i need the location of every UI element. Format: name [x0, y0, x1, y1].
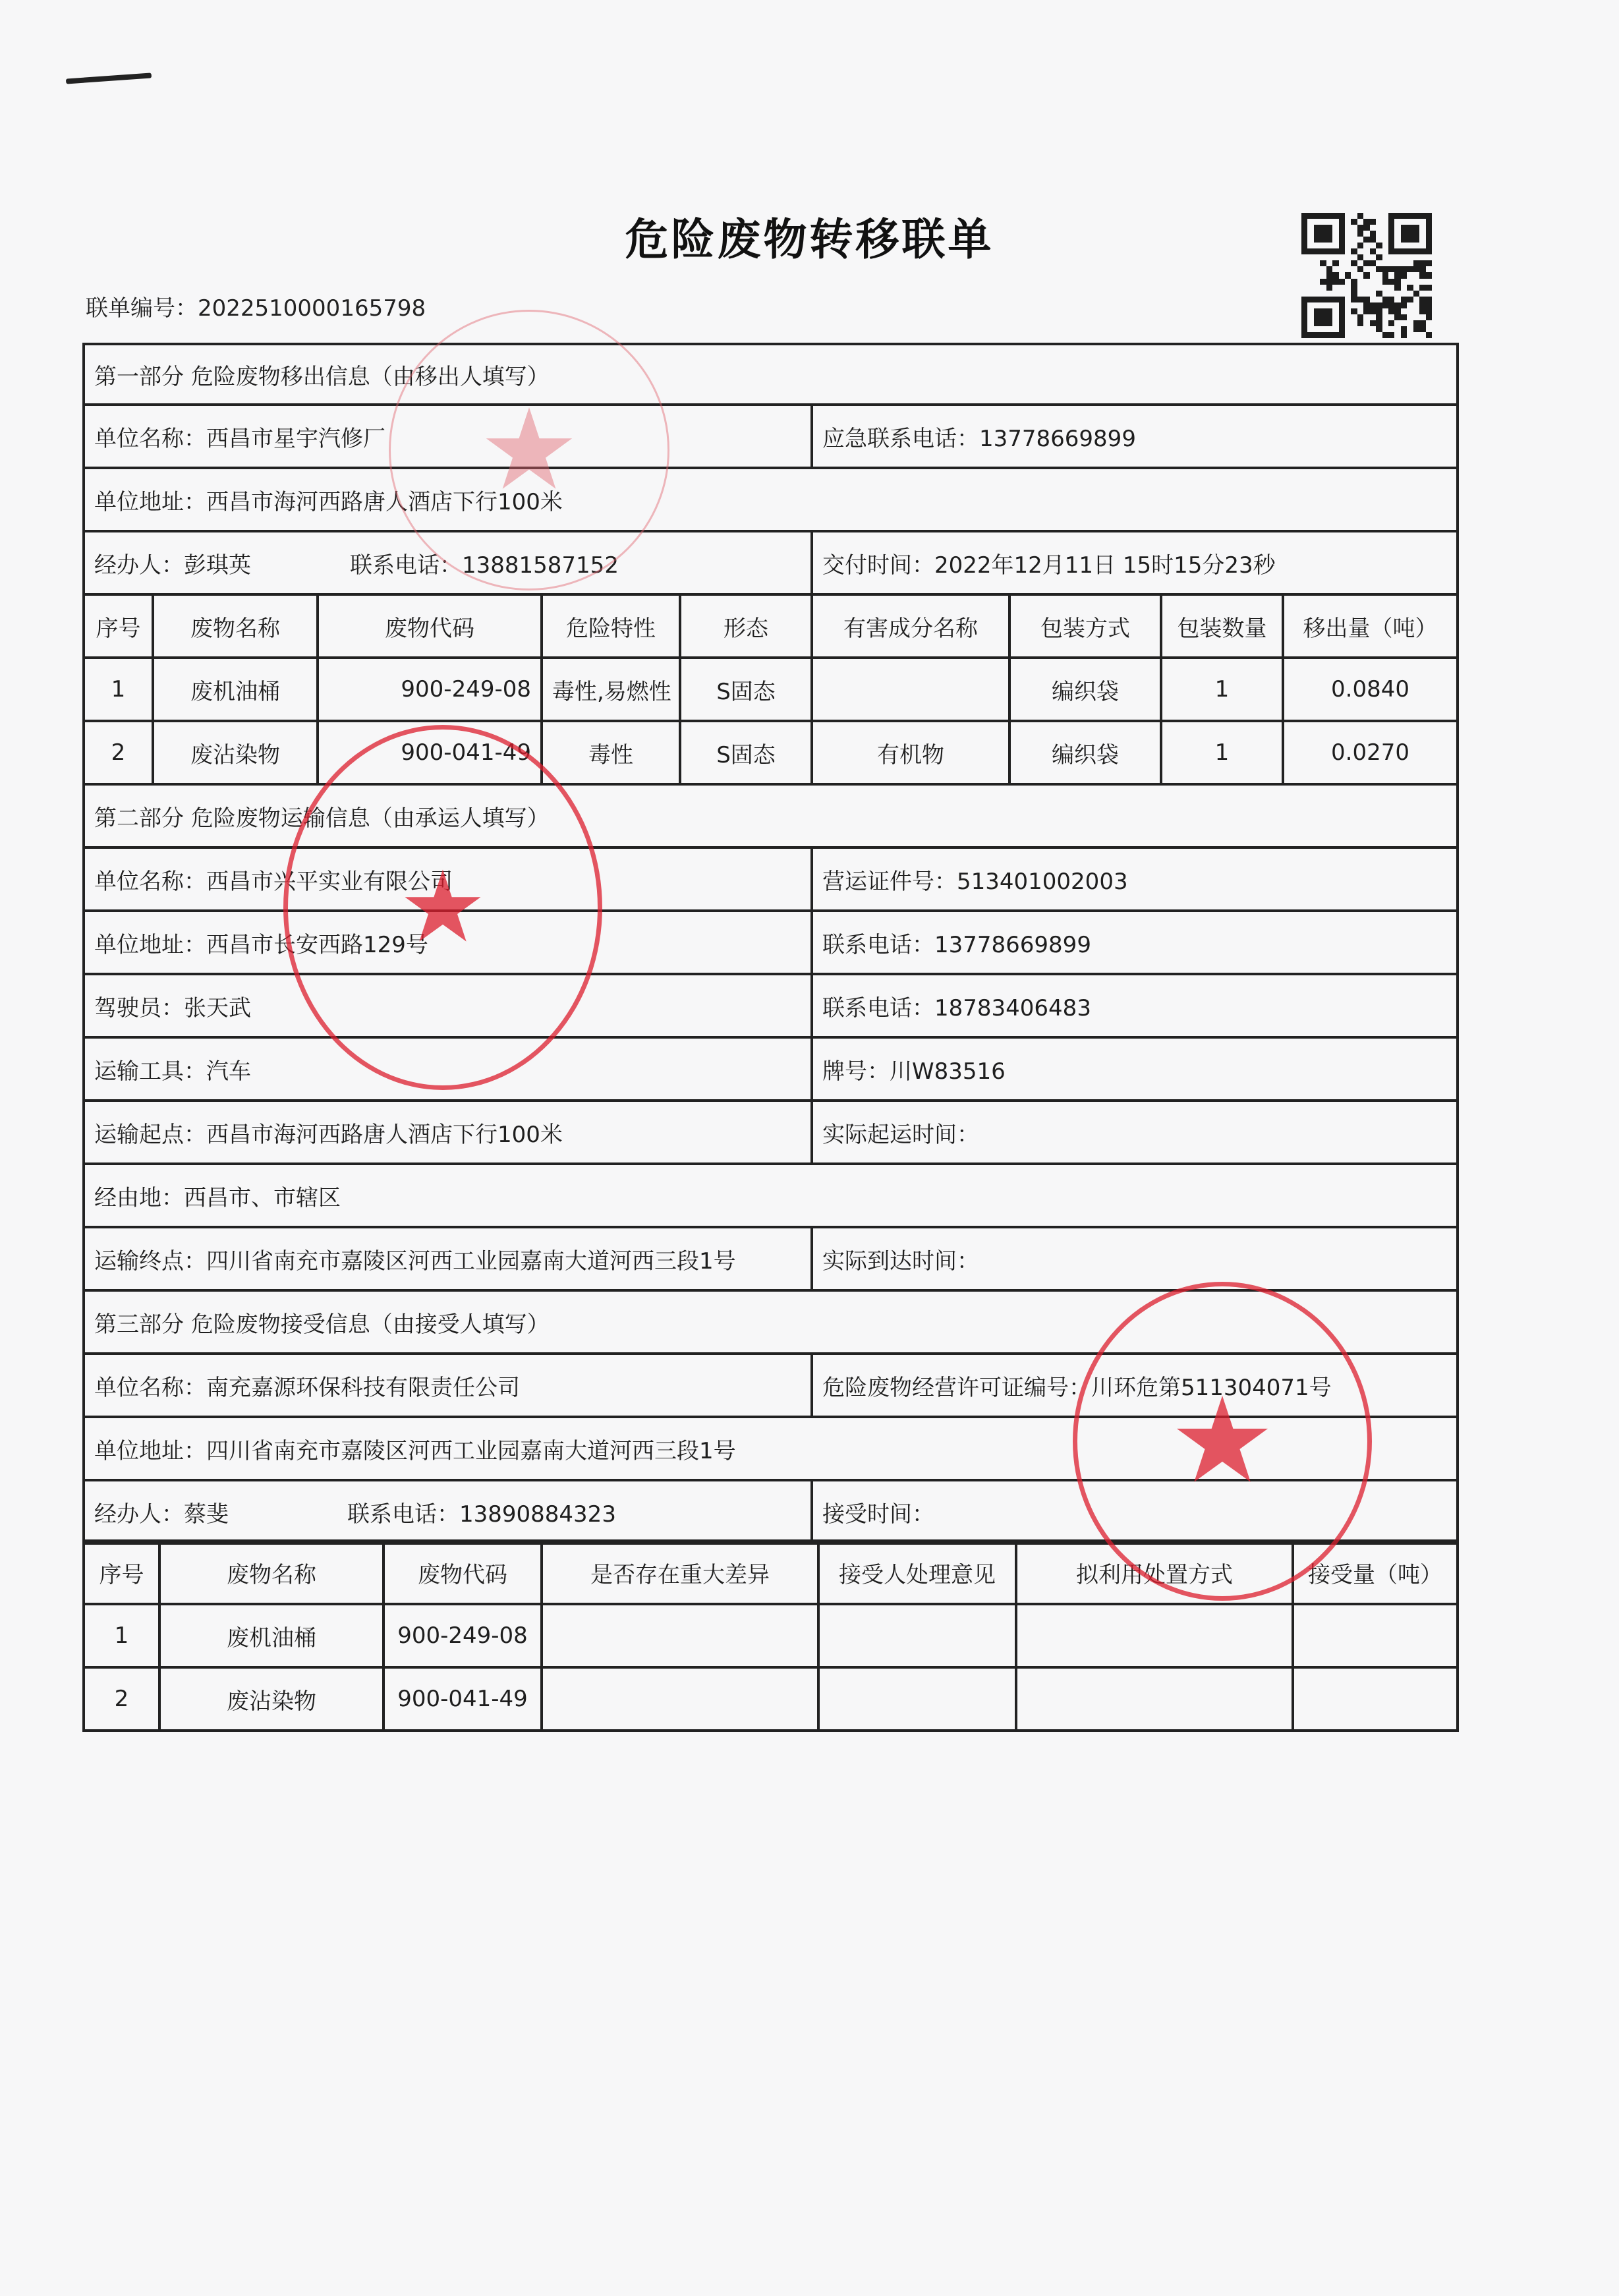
cell-discrepancy — [542, 1604, 818, 1667]
cell-opinion — [818, 1667, 1016, 1731]
s3-table-header — [84, 1541, 1458, 1604]
s1-handler-cell — [84, 531, 812, 594]
s3-th-code: 废物代码 — [383, 1541, 542, 1604]
scan-mark — [66, 72, 152, 84]
s1-handover-time: 交付时间：2022年12月11日 15时15分23秒 — [812, 531, 1458, 594]
table-row — [84, 658, 1458, 721]
s1-unit-address: 单位地址：西昌市海河西路唐人酒店下行100米 — [84, 468, 1458, 531]
s1-unit-name: 单位名称：西昌市星宇汽修厂 — [84, 405, 812, 468]
table-row — [84, 1604, 1458, 1667]
cell-seq: 2 — [84, 721, 153, 784]
manifest-value: 2022510000165798 — [198, 295, 426, 322]
s2-driver-phone: 联系电话：18783406483 — [812, 974, 1458, 1037]
s3-th-received-amount: 接受量（吨） — [1293, 1541, 1458, 1604]
s1-th-form: 形态 — [680, 594, 812, 658]
s3-receive-time: 接受时间： — [812, 1480, 1458, 1543]
section1-waste-table — [82, 593, 1459, 786]
cell-amount: 0.0840 — [1283, 658, 1458, 721]
cell-name: 废机油桶 — [159, 1604, 383, 1667]
s3-th-disposal: 拟利用处置方式 — [1016, 1541, 1293, 1604]
s1-th-component: 有害成分名称 — [812, 594, 1009, 658]
s1-th-amount: 移出量（吨） — [1283, 594, 1458, 658]
s2-plate: 牌号：川W83516 — [812, 1037, 1458, 1101]
cell-amount: 0.0270 — [1283, 721, 1458, 784]
cell-disposal — [1016, 1667, 1293, 1731]
cell-name: 废沾染物 — [159, 1667, 383, 1731]
s2-license-no: 营运证件号：513401002003 — [812, 847, 1458, 911]
cell-seq: 2 — [84, 1667, 159, 1731]
s1-handler: 经办人：彭琪英 — [94, 552, 251, 579]
s1-th-seq: 序号 — [84, 594, 153, 658]
s2-unit-name: 单位名称：西昌市兴平实业有限公司 — [84, 847, 812, 911]
manifest-number — [86, 290, 426, 322]
cell-component: 有机物 — [812, 721, 1009, 784]
cell-packaging: 编织袋 — [1009, 658, 1161, 721]
section3-waste-table — [82, 1539, 1459, 1732]
star-icon: ★ — [478, 385, 580, 515]
cell-name: 废机油桶 — [153, 658, 318, 721]
s2-driver: 驾驶员：张天武 — [84, 974, 812, 1037]
s2-vehicle: 运输工具：汽车 — [84, 1037, 812, 1101]
table-row — [84, 721, 1458, 784]
s3-handler-phone: 联系电话：13890884323 — [347, 1501, 616, 1528]
s3-unit-name: 单位名称：南充嘉源环保科技有限责任公司 — [84, 1354, 812, 1417]
cell-name: 废沾染物 — [153, 721, 318, 784]
cell-form: S固态 — [680, 658, 812, 721]
s3-handler: 经办人：蔡斐 — [94, 1501, 229, 1528]
qr-code-icon — [1301, 213, 1432, 338]
cell-hazard: 毒性 — [542, 721, 680, 784]
section2-transport-table — [82, 783, 1459, 1292]
cell-hazard: 毒性,易燃性 — [542, 658, 680, 721]
s3-th-opinion: 接受人处理意见 — [818, 1541, 1016, 1604]
s2-actual-departure: 实际起运时间： — [812, 1101, 1458, 1164]
s2-destination: 运输终点：四川省南充市嘉陵区河西工业园嘉南大道河西三段1号 — [84, 1227, 812, 1290]
section3-receive-table — [82, 1289, 1459, 1545]
s2-unit-address: 单位地址：西昌市长安西路129号 — [84, 911, 812, 974]
cell-pack-qty: 1 — [1161, 658, 1283, 721]
star-icon: ★ — [398, 850, 488, 965]
star-icon: ★ — [1169, 1372, 1276, 1510]
cell-code: 900-041-49 — [383, 1667, 542, 1731]
s1-th-name: 废物名称 — [153, 594, 318, 658]
s3-th-seq: 序号 — [84, 1541, 159, 1604]
table-row — [84, 1667, 1458, 1731]
s2-origin: 运输起点：西昌市海河西路唐人酒店下行100米 — [84, 1101, 812, 1164]
s1-th-packaging: 包装方式 — [1009, 594, 1161, 658]
s3-permit-no: 危险废物经营许可证编号：川环危第511304071号 — [812, 1354, 1458, 1417]
cell-received-amount — [1293, 1667, 1458, 1731]
s1-handler-phone: 联系电话：13881587152 — [350, 552, 619, 579]
s3-th-discrepancy: 是否存在重大差异 — [542, 1541, 818, 1604]
cell-seq: 1 — [84, 658, 153, 721]
cell-opinion — [818, 1604, 1016, 1667]
s2-via: 经由地：西昌市、市辖区 — [84, 1164, 1458, 1227]
s2-actual-arrival: 实际到达时间： — [812, 1227, 1458, 1290]
cell-component — [812, 658, 1009, 721]
s1-th-hazard: 危险特性 — [542, 594, 680, 658]
cell-code: 900-249-08 — [383, 1604, 542, 1667]
cell-discrepancy — [542, 1667, 818, 1731]
document-title: 危险废物转移联单 — [625, 214, 994, 265]
cell-packaging: 编织袋 — [1009, 721, 1161, 784]
s1-th-code: 废物代码 — [318, 594, 542, 658]
section3-heading: 第三部分 危险废物接受信息（由接受人填写） — [84, 1290, 1458, 1354]
cell-pack-qty: 1 — [1161, 721, 1283, 784]
cell-received-amount — [1293, 1604, 1458, 1667]
s3-handler-cell — [84, 1480, 812, 1543]
cell-disposal — [1016, 1604, 1293, 1667]
cell-code: 900-041-49 — [318, 721, 542, 784]
cell-form: S固态 — [680, 721, 812, 784]
s3-th-name: 废物名称 — [159, 1541, 383, 1604]
s1-table-header — [84, 594, 1458, 658]
cell-seq: 1 — [84, 1604, 159, 1667]
s3-unit-address: 单位地址：四川省南充市嘉陵区河西工业园嘉南大道河西三段1号 — [84, 1417, 1458, 1480]
section1-info-table — [82, 343, 1459, 596]
s1-th-pack-qty: 包装数量 — [1161, 594, 1283, 658]
manifest-label: 联单编号： — [86, 295, 198, 322]
cell-code: 900-249-08 — [318, 658, 542, 721]
section1-heading: 第一部分 危险废物移出信息（由移出人填写） — [84, 344, 1458, 405]
s1-emergency-phone: 应急联系电话：13778669899 — [812, 405, 1458, 468]
s2-phone: 联系电话：13778669899 — [812, 911, 1458, 974]
section2-heading: 第二部分 危险废物运输信息（由承运人填写） — [84, 784, 1458, 847]
